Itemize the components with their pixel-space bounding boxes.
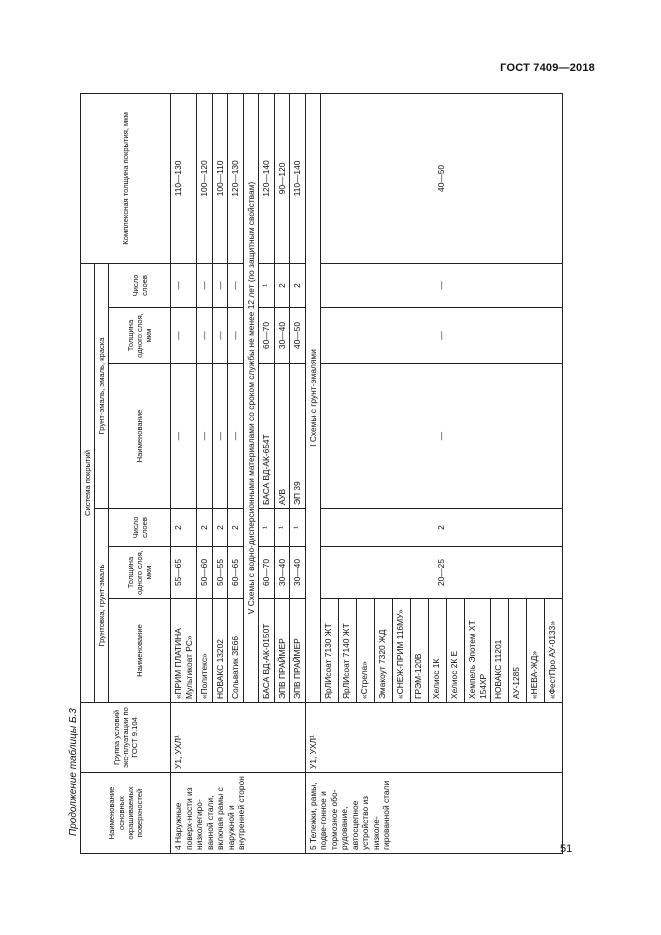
primer-thickness: 60—70: [259, 547, 275, 599]
total-thickness: 120—130: [228, 93, 244, 263]
primer-name: «Политекс»: [197, 599, 213, 703]
topcoat-thickness: 30—40: [274, 308, 290, 364]
total-thickness: 110—140: [290, 93, 306, 263]
primer-thickness: 30—40: [274, 547, 290, 599]
primer-layers: 2: [197, 509, 213, 547]
topcoat-name: —: [171, 364, 197, 509]
header-surface: Наименование основных окрашиваемых поверхностей: [81, 773, 171, 854]
header-system: Система покрытий: [81, 263, 95, 702]
header-topcoat-layers: Число слоев: [109, 263, 171, 307]
total-thickness: 100—120: [197, 93, 213, 263]
primer-name: ЭПВ ПРАЙМЕР: [274, 599, 290, 703]
primer-name: ЭПВ ПРАЙМЕР: [290, 599, 306, 703]
topcoat-thickness: —: [212, 308, 228, 364]
header-group: Группа условий экс-плуатации по ГОСТ 9.104: [81, 703, 171, 773]
list-item: ГРЭМ-120В: [411, 599, 429, 702]
list-item: ЯрЛИсоат 7140 ЖТ: [339, 599, 357, 702]
list-item: «НЕВА-ЖД»: [527, 599, 545, 702]
primer-thickness: 30—40: [290, 547, 306, 599]
topcoat-name: АУВ: [274, 364, 290, 509]
table-row: [171, 93, 197, 853]
primer-thickness: 55—65: [171, 547, 197, 599]
primer-thickness: 50—55: [212, 547, 228, 599]
header-primer: Грунтовка, грунт-эмаль: [95, 509, 109, 703]
list-item: «ФестПро АУ-0133»: [547, 621, 558, 699]
list-item: НОВАКС 11201: [491, 599, 509, 702]
topcoat-layers: —: [197, 263, 213, 307]
header-primer-name: Наименование: [109, 599, 171, 703]
total-thickness: 40—50: [321, 93, 563, 263]
primer-layers: ¹: [259, 509, 275, 547]
rotated-table-container: [80, 94, 596, 854]
topcoat-name: —: [212, 364, 228, 509]
section-i-heading: I Схемы с грунт-эмалями: [305, 93, 321, 702]
primer-name: НОВАКС 13202: [212, 599, 228, 703]
primer-product-list-cell: [321, 599, 563, 703]
primer-name: Сольватик ЗЕ66: [228, 599, 244, 703]
topcoat-thickness: 40—50: [290, 308, 306, 364]
coating-systems-table: [80, 93, 563, 854]
total-thickness: 110—130: [171, 93, 197, 263]
topcoat-name: ЭП 39: [290, 364, 306, 509]
list-item: Эмакоут 7320 ЖД: [375, 599, 393, 702]
list-item: АУ-1285: [509, 599, 527, 702]
topcoat-layers: —: [228, 263, 244, 307]
list-item: Хелиос 1К: [429, 599, 447, 702]
primer-name: «ПРИМ ПЛАТИНА Мультикоат PC»: [171, 599, 197, 703]
topcoat-layers: ¹: [259, 263, 275, 307]
total-thickness: 90—120: [274, 93, 290, 263]
topcoat-thickness: —: [171, 308, 197, 364]
topcoat-layers: 2: [274, 263, 290, 307]
row4-group: У1, УХЛ¹: [171, 703, 306, 773]
list-item: Хемпель Эпотем ХТ 154ХР: [465, 599, 491, 702]
list-item: «Стрела»: [357, 599, 375, 702]
topcoat-layers: —: [212, 263, 228, 307]
primer-layers: 2: [171, 509, 197, 547]
total-thickness: 100—110: [212, 93, 228, 263]
topcoat-name: —: [228, 364, 244, 509]
primer-thickness: 60—65: [228, 547, 244, 599]
primer-thickness: 20—25: [321, 547, 563, 599]
primer-layers: 2: [212, 509, 228, 547]
list-item: Хелиос 2К Е: [447, 599, 465, 702]
topcoat-layers: 2: [290, 263, 306, 307]
header-topcoat-name: Наименование: [109, 364, 171, 509]
page-number: 51: [560, 843, 573, 855]
primer-layers: ¹: [290, 509, 306, 547]
header-topcoat-thickness: Толщина одного слоя, мкм: [109, 308, 171, 364]
topcoat-thickness: 60—70: [259, 308, 275, 364]
primer-product-list: [321, 599, 562, 702]
standard-number: ГОСТ 7409—2018: [500, 62, 595, 74]
topcoat-name: БАСА ВД-АК-654Т: [259, 364, 275, 509]
list-item: ЯрЛИсоат 7130 ЖТ: [321, 599, 339, 702]
table-caption: Продолжение таблицы Б.3: [68, 708, 79, 836]
header-total: Комплексная толщина покрытия, мкм: [81, 93, 171, 263]
topcoat-layers: —: [321, 263, 563, 307]
header-primer-layers: Число слоев: [109, 509, 171, 547]
topcoat-name: —: [197, 364, 213, 509]
primer-layers: ¹: [274, 509, 290, 547]
topcoat-name: —: [321, 364, 563, 509]
primer-layers: 2: [321, 509, 563, 547]
section-heading-row: [305, 93, 321, 853]
row5-group: У1, УХЛ¹: [305, 703, 563, 773]
topcoat-thickness: —: [228, 308, 244, 364]
section-v-heading: V Схемы с водно-дисперсионными материалами со сроком службы не менее 12 лет (по защитным свойствам): [243, 93, 259, 702]
topcoat-thickness: —: [197, 308, 213, 364]
topcoat-thickness: —: [321, 308, 563, 364]
primer-name: БАСА ВД-АК-0150Т: [259, 599, 275, 703]
topcoat-layers: —: [171, 263, 197, 307]
header-topcoat: Грунт-эмаль, эмаль, краска: [95, 263, 109, 508]
primer-layers: 2: [228, 509, 244, 547]
primer-thickness: 50—60: [197, 547, 213, 599]
total-thickness: 120—140: [259, 93, 275, 263]
row4-surface: 4 Наружные поверх-ности из низколегиро-ванной стали, включая рамы с наружной и внутренней сторон: [171, 773, 306, 854]
row5-surface: 5 Тележки, рамы, подве-гонное и тормозное обо-рудование, автосцепное устройство из низколе-гированной стали: [305, 773, 563, 854]
list-item: «СНЕЖ-ПРИМ 116МУ»: [393, 599, 411, 702]
header-primer-thickness: Толщина одного слоя, мкм: [109, 547, 171, 599]
